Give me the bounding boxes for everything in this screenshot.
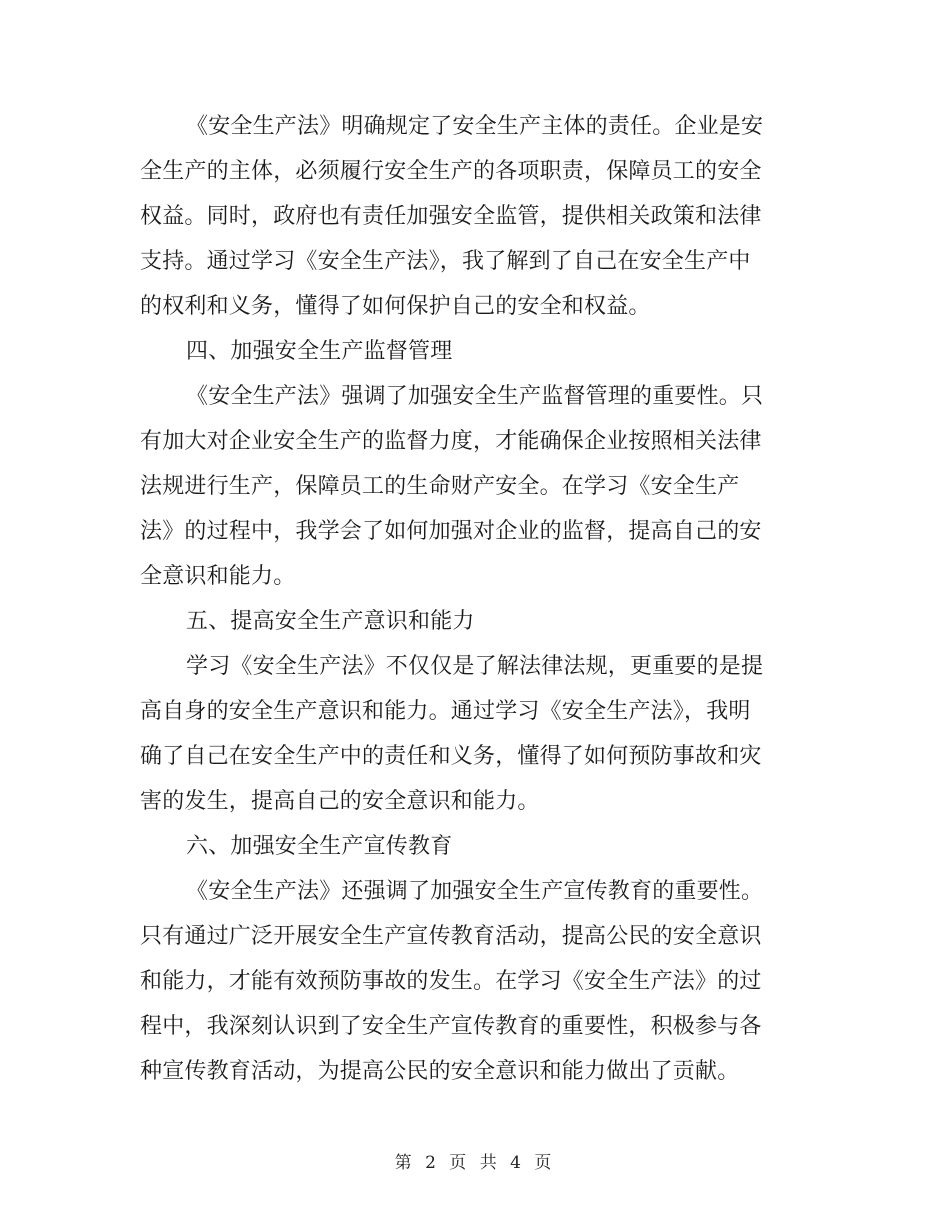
- section-heading-4: 四、加强安全生产监督管理: [186, 339, 453, 364]
- paragraph-awareness: 学习《安全生产法》不仅仅是了解法律法规，更重要的是提 高自身的安全生产意识和能力。通过学习《安全生产法》，我明 确了自己在安全生产中的责任和义务，懂得了如何预防事故和灾 害的发生，提高自己的安全意识和能力。: [140, 654, 764, 814]
- section-heading-6: 六、加强安全生产宣传教育: [186, 834, 453, 859]
- paragraph-safety-law-responsibility: 《安全生产法》明确规定了安全生产主体的责任。企业是安 全生产的主体，必须履行安全生产的各项职责，保障员工的安全 权益。同时，政府也有责任加强安全监管，提供相关政策和法律 支持。通过学习《安全生产法》，我了解到了自己在安全生产中 的权利和义务，懂得了如何保护自己的安全和权益。: [140, 114, 764, 319]
- section-heading-5: 五、提高安全生产意识和能力: [186, 609, 475, 634]
- page-number-footer: 第 2 页 共 4 页: [394, 1153, 556, 1173]
- paragraph-education: 《安全生产法》还强调了加强安全生产宣传教育的重要性。 只有通过广泛开展安全生产宣传教育活动，提高公民的安全意识 和能力，才能有效预防事故的发生。在学习《安全生产法》的过 程中，我深刻认识到了安全生产宣传教育的重要性，积极参与各 种宣传教育活动，为提高公民的安全意识和能力做出了贡献。: [140, 879, 764, 1084]
- paragraph-supervision: 《安全生产法》强调了加强安全生产监督管理的重要性。只 有加大对企业安全生产的监督力度，才能确保企业按照相关法律 法规进行生产，保障员工的生命财产安全。在学习《安全生产 法》的过程中，我学会了如何加强对企业的监督，提高自己的安 全意识和能力。: [140, 384, 764, 589]
- document-body: [140, 104, 800, 1094]
